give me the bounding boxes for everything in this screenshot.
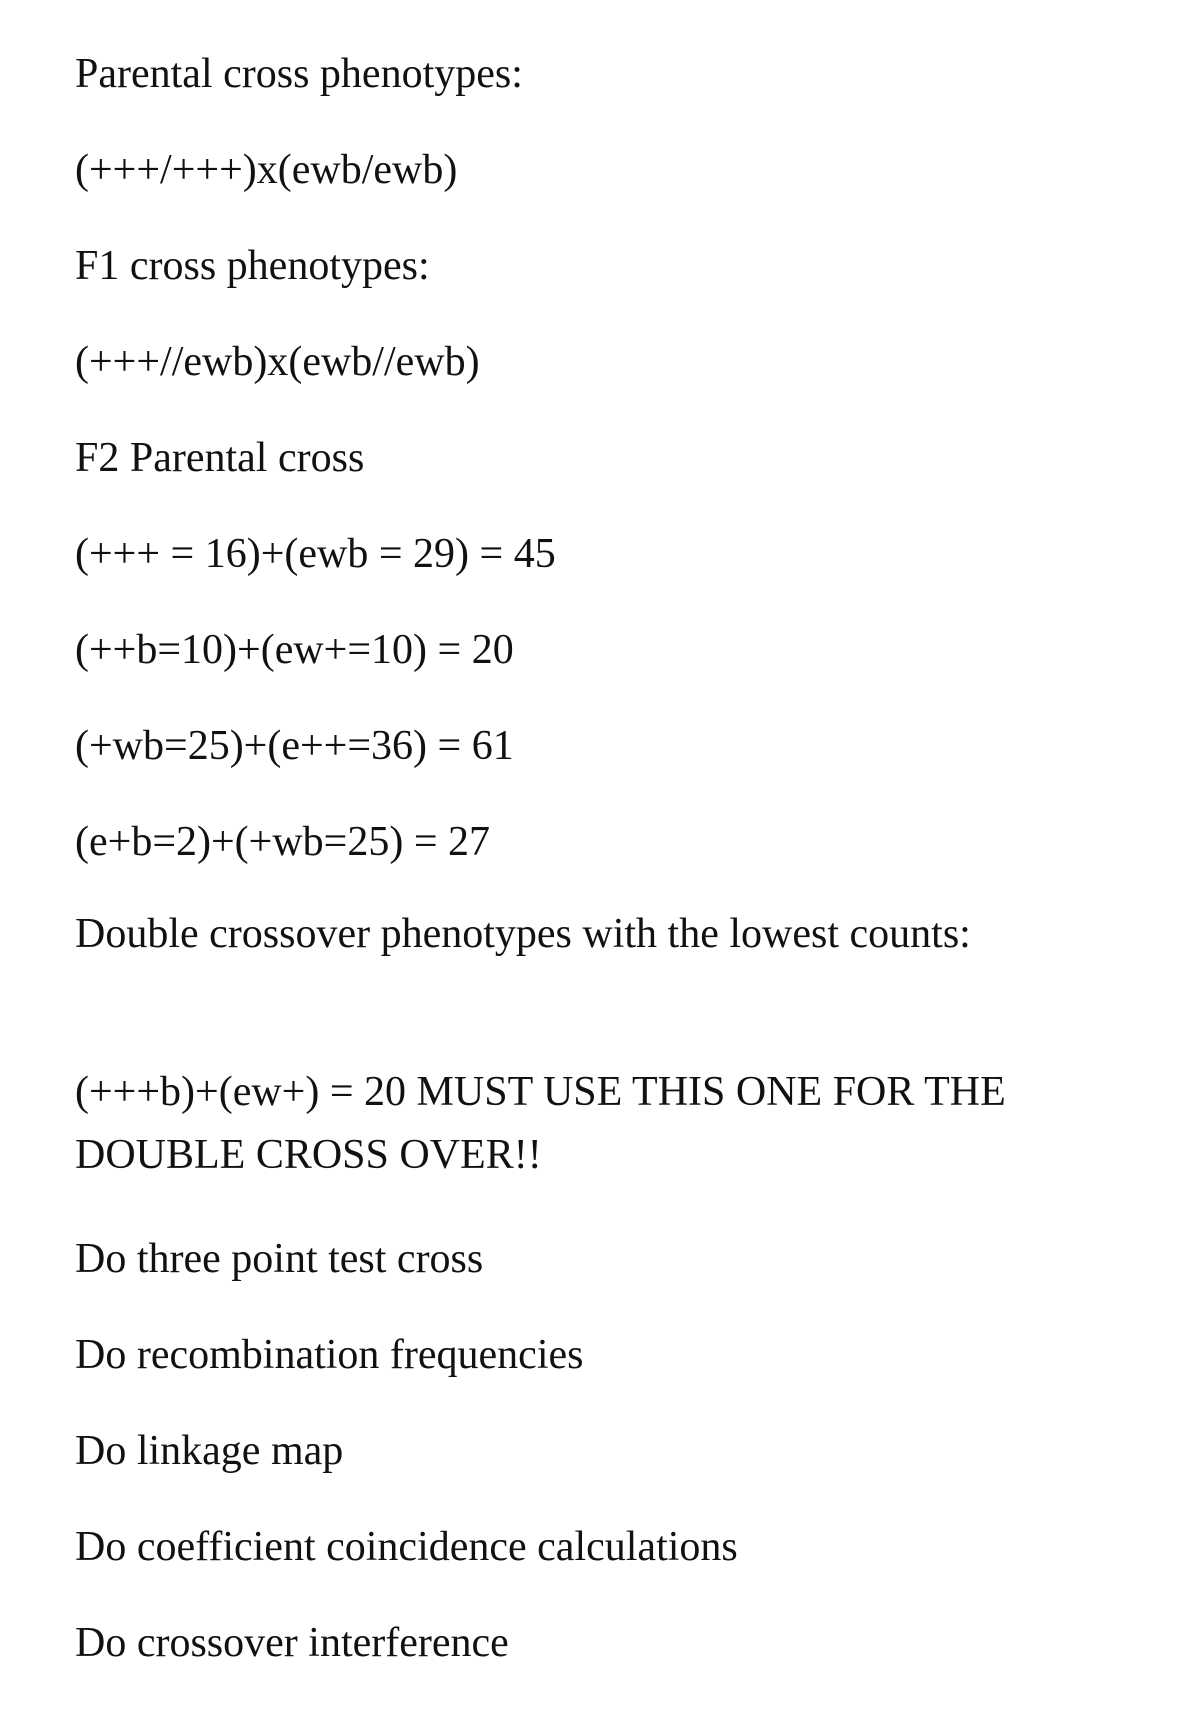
f2-parental-cross-heading: F2 Parental cross xyxy=(75,435,365,481)
parental-cross-heading: Parental cross phenotypes: xyxy=(75,51,523,97)
f2-count-line-3: (+wb=25)+(e++=36) = 61 xyxy=(75,723,514,769)
f1-cross-heading: F1 cross phenotypes: xyxy=(75,243,430,289)
task-coefficient-coincidence: Do coefficient coincidence calculations xyxy=(75,1524,738,1570)
f2-count-line-1: (+++ = 16)+(ewb = 29) = 45 xyxy=(75,531,556,577)
f2-count-line-4: (e+b=2)+(+wb=25) = 27 xyxy=(75,819,491,865)
double-crossover-note: (+++b)+(ew+) = 20 MUST USE THIS ONE FOR THE DOUBLE CROSS OVER!! xyxy=(75,1069,1006,1178)
task-three-point-test-cross: Do three point test cross xyxy=(75,1236,484,1282)
f1-cross-genotypes: (+++//ewb)x(ewb//ewb) xyxy=(75,339,480,385)
task-recombination-frequencies: Do recombination frequencies xyxy=(75,1332,584,1378)
double-crossover-heading: Double crossover phenotypes with the lowest counts: xyxy=(75,911,971,957)
parental-cross-genotypes: (+++/+++)x(ewb/ewb) xyxy=(75,147,458,193)
f2-count-line-2: (++b=10)+(ew+=10) = 20 xyxy=(75,627,514,673)
task-crossover-interference: Do crossover interference xyxy=(75,1620,509,1666)
task-linkage-map: Do linkage map xyxy=(75,1428,344,1474)
